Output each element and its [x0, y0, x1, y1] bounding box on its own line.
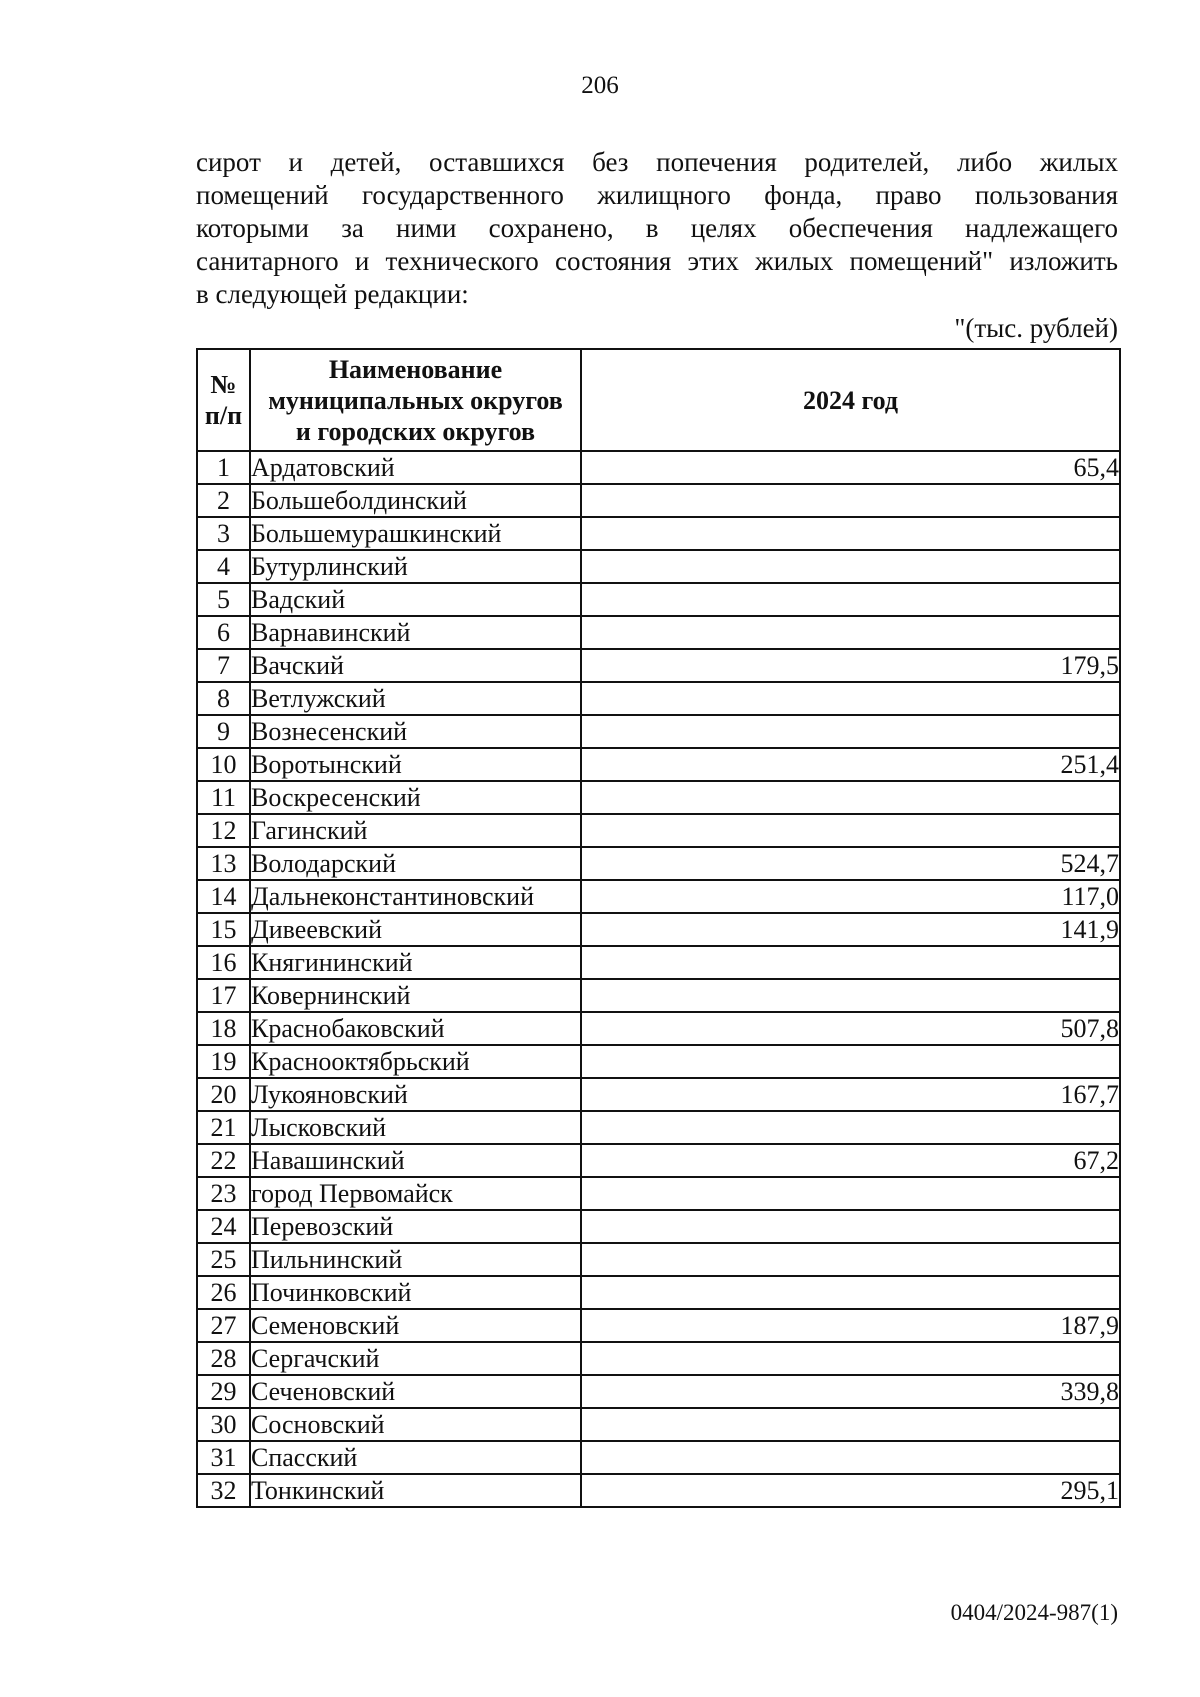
row-number-cell: 24 [197, 1210, 250, 1243]
header-num-line: п/п [204, 401, 243, 430]
row-value-cell [581, 1210, 1120, 1243]
header-year: 2024 год [581, 349, 1120, 451]
row-value-cell [581, 583, 1120, 616]
table-row [197, 1045, 1120, 1078]
row-name-cell: Княгининский [250, 946, 581, 979]
row-name-cell: Ардатовский [250, 451, 581, 484]
row-value-cell [581, 814, 1120, 847]
table-row [197, 880, 1120, 913]
row-name-cell: Сеченовский [250, 1375, 581, 1408]
table-row [197, 715, 1120, 748]
row-number-cell: 32 [197, 1474, 250, 1507]
row-name-cell: Лукояновский [250, 1078, 581, 1111]
row-name-cell: Навашинский [250, 1144, 581, 1177]
row-value-cell [581, 517, 1120, 550]
row-value-cell [581, 1342, 1120, 1375]
row-number-cell: 31 [197, 1441, 250, 1474]
row-value-cell: 251,4 [581, 748, 1120, 781]
row-value-cell [581, 781, 1120, 814]
row-value-cell: 524,7 [581, 847, 1120, 880]
row-value-cell: 339,8 [581, 1375, 1120, 1408]
row-value-cell [581, 616, 1120, 649]
row-value-cell: 179,5 [581, 649, 1120, 682]
row-value-cell [581, 1045, 1120, 1078]
row-value-cell: 141,9 [581, 913, 1120, 946]
table-row [197, 1243, 1120, 1276]
row-name-cell: Вачский [250, 649, 581, 682]
row-value-cell [581, 979, 1120, 1012]
row-name-cell: Воскресенский [250, 781, 581, 814]
row-value-cell [581, 550, 1120, 583]
table-row [197, 847, 1120, 880]
table-row [197, 1012, 1120, 1045]
table-row [197, 946, 1120, 979]
row-name-cell: Ковернинский [250, 979, 581, 1012]
row-number-cell: 29 [197, 1375, 250, 1408]
row-number-cell: 23 [197, 1177, 250, 1210]
intro-paragraph [196, 146, 1118, 311]
row-name-cell: Сосновский [250, 1408, 581, 1441]
table-row [197, 517, 1120, 550]
table-row [197, 979, 1120, 1012]
row-value-cell: 117,0 [581, 880, 1120, 913]
row-name-cell: Гагинский [250, 814, 581, 847]
header-name-line: Наименование [328, 354, 503, 384]
table-row [197, 1309, 1120, 1342]
header-name-line: и городских округов [295, 416, 536, 446]
row-number-cell: 19 [197, 1045, 250, 1078]
row-number-cell: 6 [197, 616, 250, 649]
row-value-cell: 187,9 [581, 1309, 1120, 1342]
table-row [197, 484, 1120, 517]
table-row [197, 1276, 1120, 1309]
intro-line: помещений государственного жилищного фонда, право пользования [196, 180, 1118, 210]
row-name-cell: город Первомайск [250, 1177, 581, 1210]
row-name-cell: Лысковский [250, 1111, 581, 1144]
row-number-cell: 25 [197, 1243, 250, 1276]
table-row [197, 550, 1120, 583]
row-value-cell [581, 1243, 1120, 1276]
row-number-cell: 16 [197, 946, 250, 979]
table-row [197, 1408, 1120, 1441]
row-value-cell [581, 1408, 1120, 1441]
intro-line: сирот и детей, оставшихся без попечения родителей, либо жилых [196, 147, 1118, 177]
intro-line: санитарного и технического состояния этих жилых помещений" изложить [196, 246, 1118, 276]
row-value-cell [581, 1276, 1120, 1309]
table-row [197, 583, 1120, 616]
row-value-cell [581, 715, 1120, 748]
header-num [197, 349, 250, 451]
row-name-cell: Варнавинский [250, 616, 581, 649]
table-row [197, 1111, 1120, 1144]
row-name-cell: Большеболдинский [250, 484, 581, 517]
row-name-cell: Сергачский [250, 1342, 581, 1375]
row-number-cell: 13 [197, 847, 250, 880]
row-name-cell: Дивеевский [250, 913, 581, 946]
table-row [197, 781, 1120, 814]
row-name-cell: Тонкинский [250, 1474, 581, 1507]
row-number-cell: 22 [197, 1144, 250, 1177]
row-name-cell: Володарский [250, 847, 581, 880]
row-name-cell: Краснобаковский [250, 1012, 581, 1045]
row-number-cell: 7 [197, 649, 250, 682]
table-row [197, 1210, 1120, 1243]
row-value-cell [581, 682, 1120, 715]
intro-line: в следующей редакции: [196, 279, 469, 309]
table-body [197, 451, 1120, 1507]
table-row [197, 748, 1120, 781]
row-name-cell: Краснооктябрьский [250, 1045, 581, 1078]
table-row [197, 1144, 1120, 1177]
row-number-cell: 17 [197, 979, 250, 1012]
row-number-cell: 9 [197, 715, 250, 748]
table-header-row [197, 349, 1120, 451]
row-value-cell: 507,8 [581, 1012, 1120, 1045]
row-value-cell: 295,1 [581, 1474, 1120, 1507]
row-number-cell: 10 [197, 748, 250, 781]
table-row [197, 1342, 1120, 1375]
table-row [197, 649, 1120, 682]
row-name-cell: Дальнеконстантиновский [250, 880, 581, 913]
row-value-cell [581, 946, 1120, 979]
row-number-cell: 21 [197, 1111, 250, 1144]
row-name-cell: Бутурлинский [250, 550, 581, 583]
header-name [250, 349, 581, 451]
row-number-cell: 14 [197, 880, 250, 913]
table-row [197, 1375, 1120, 1408]
table-row [197, 1474, 1120, 1507]
row-number-cell: 20 [197, 1078, 250, 1111]
page-number: 206 [581, 72, 619, 99]
row-number-cell: 18 [197, 1012, 250, 1045]
units-label: "(тыс. рублей) [954, 313, 1118, 343]
document-code: 0404/2024-987(1) [950, 1600, 1118, 1625]
table-row [197, 814, 1120, 847]
row-name-cell: Починковский [250, 1276, 581, 1309]
table-row [197, 682, 1120, 715]
intro-line: которыми за ними сохранено, в целях обеспечения надлежащего [196, 213, 1118, 243]
row-value-cell: 167,7 [581, 1078, 1120, 1111]
row-name-cell: Ветлужский [250, 682, 581, 715]
table-row [197, 913, 1120, 946]
row-number-cell: 12 [197, 814, 250, 847]
row-name-cell: Перевозский [250, 1210, 581, 1243]
row-value-cell [581, 1111, 1120, 1144]
allocation-table [196, 348, 1121, 1508]
row-number-cell: 26 [197, 1276, 250, 1309]
row-number-cell: 8 [197, 682, 250, 715]
header-name-line: муниципальных округов [268, 385, 563, 415]
table-row [197, 616, 1120, 649]
header-num-line: № [210, 370, 237, 399]
row-value-cell [581, 484, 1120, 517]
row-number-cell: 15 [197, 913, 250, 946]
row-number-cell: 11 [197, 781, 250, 814]
row-name-cell: Спасский [250, 1441, 581, 1474]
row-value-cell: 67,2 [581, 1144, 1120, 1177]
table-row [197, 1078, 1120, 1111]
row-name-cell: Вознесенский [250, 715, 581, 748]
row-number-cell: 3 [197, 517, 250, 550]
row-number-cell: 1 [197, 451, 250, 484]
row-number-cell: 30 [197, 1408, 250, 1441]
table-row [197, 451, 1120, 484]
table-row [197, 1177, 1120, 1210]
row-value-cell [581, 1441, 1120, 1474]
row-name-cell: Воротынский [250, 748, 581, 781]
row-number-cell: 4 [197, 550, 250, 583]
row-number-cell: 5 [197, 583, 250, 616]
table-row [197, 1441, 1120, 1474]
row-value-cell: 65,4 [581, 451, 1120, 484]
row-number-cell: 2 [197, 484, 250, 517]
row-number-cell: 27 [197, 1309, 250, 1342]
row-name-cell: Вадский [250, 583, 581, 616]
row-name-cell: Пильнинский [250, 1243, 581, 1276]
row-number-cell: 28 [197, 1342, 250, 1375]
row-name-cell: Семеновский [250, 1309, 581, 1342]
row-value-cell [581, 1177, 1120, 1210]
row-name-cell: Большемурашкинский [250, 517, 581, 550]
